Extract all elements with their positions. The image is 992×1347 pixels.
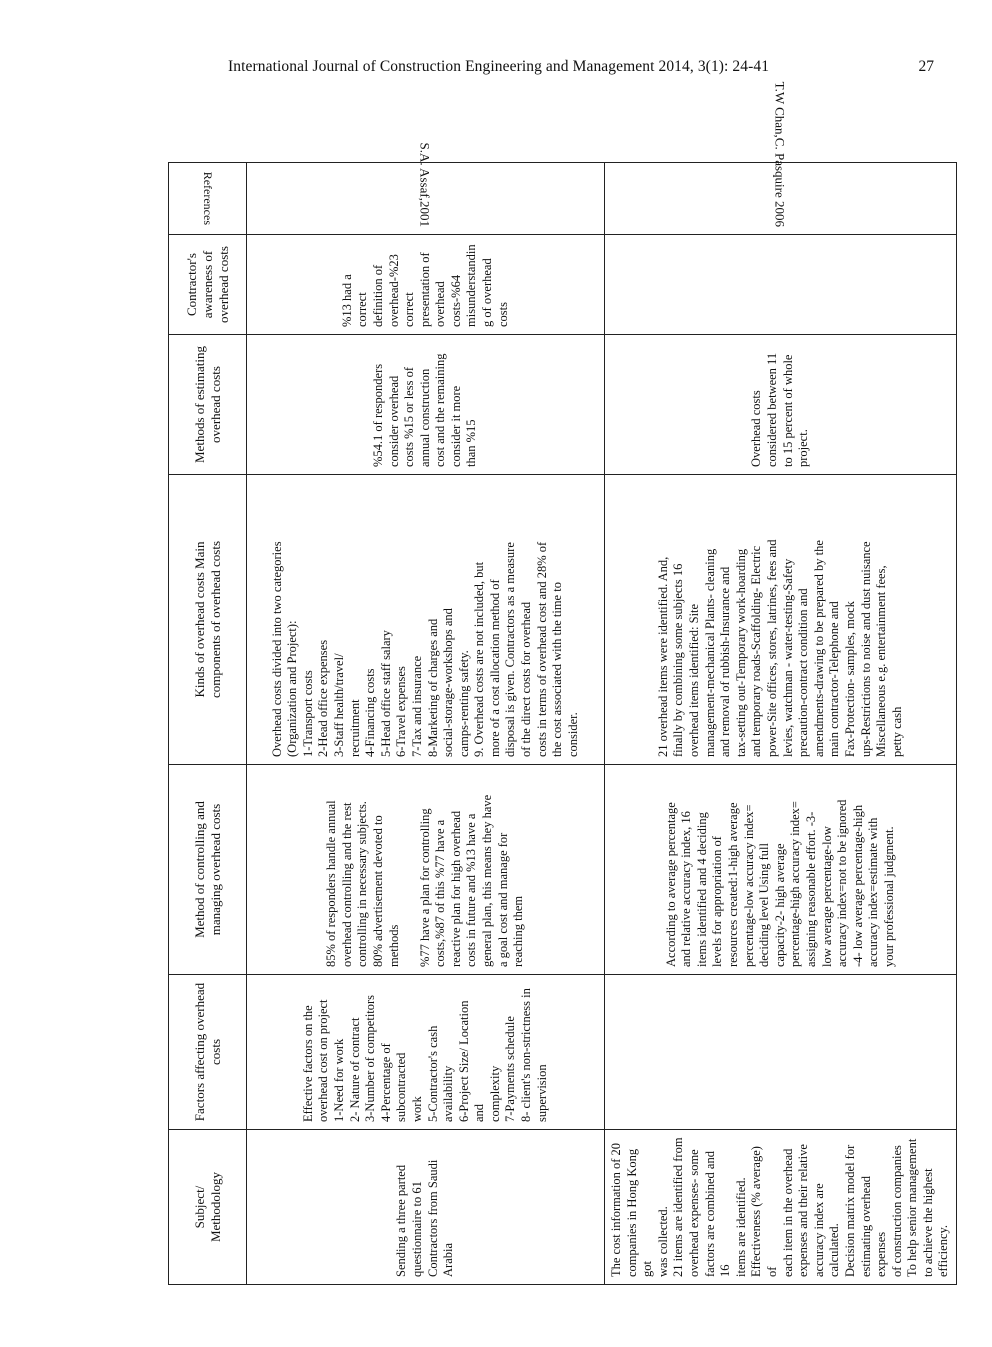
header-factors: Factors affecting overhead costs: [169, 975, 247, 1130]
cell-method-control: 85% of responders handle annual overhead controlling and the rest controlling in necessary subjects. 80% advertisement devoted to methods %77 have a plan for controlling costs,%87 of this %77 have a reactive plan for high overhead costs in future and %13 have a general plan, this means they have a goal cost and manage for reaching them: [247, 765, 605, 975]
cell-kinds: Overhead costs divided into two categories (Organization and Project): 1-Transport costs 2-Head office expenses 3-Staff health/travel/ recruitment 4-Financing costs 5-Head office staff salary 6-Travel expenses 7-Tax and insurance 8-Marketing of charges and social-storage-workshops and camps-renting safety. 9. Overhead costs are not included, but more of a cost allocation method of disposal is given. Contractors as a measure of the direct costs for overhead costs in terms of overhead cost and 28% of the cost associated with the time to consider.: [247, 475, 605, 765]
reference-text: T.W Chan,C. Pasquire 2006: [772, 81, 788, 227]
header-method-control: Method of controlling and managing overhead costs: [169, 765, 247, 975]
page-header: [0, 58, 992, 82]
table-header-row: [169, 163, 247, 1285]
header-references: [169, 163, 247, 235]
header-kinds: Kinds of overhead costs Main components of overhead costs: [169, 475, 247, 765]
table-row: [247, 163, 605, 1285]
rotated-table-wrapper: [168, 81, 951, 1285]
cell-subject: Sending a three parted questionnaire to 61 Contractors from Saudi Arabia: [247, 1130, 605, 1285]
header-awareness: Contractor's awareness of overhead costs: [169, 235, 247, 335]
header-subject: Subject/ Methodology: [169, 1130, 247, 1285]
cell-estimating: Overhead costs considered between 11 to 15 percent of whole project.: [605, 335, 957, 475]
journal-citation: International Journal of Construction Engineering and Management 2014, 3(1): 24-41: [228, 58, 770, 75]
header-estimating: Methods of estimating overhead costs: [169, 335, 247, 475]
header-references-label: References: [200, 171, 215, 226]
cell-factors: Effective factors on the overhead cost on project 1-Need for work 2- Nature of contract 3-Number of competitors 4-Percentage of subcontracted work 5-Contractor's cash availability 6-Project Size/ Location and complexity 7-Payments schedule 8- client's non-strictness in supervision: [247, 975, 605, 1130]
cell-kinds: 21 overhead items were identified. And, finally by combining some subjects 16 overhead items identified: Site management-mechanical Plants- cleaning and removal of rubbish-Insurance and tax-setting out-Temporary work-hoarding and temporary roads-Scaffolding- Electric power-Site offices, stores, latrines, fees and levies, watchman - water-testing-Safety precaution-contract condition and amendments-drawing to be prepared by the main contractor-Telephone and Fax-Protection- samples, mock ups-Restrictions to noise and dust nuisance Miscellaneous e.g. entertainment fees, petty cash: [605, 475, 957, 765]
reference-text: S.A. Assaf,2001: [417, 142, 433, 227]
cell-reference: [605, 81, 957, 235]
cell-method-control: According to average percentage and relative accuracy index, 16 items identified and 4 deciding levels for appropriation of resources created:1-high average percentage-low accuracy index= deciding level Using full capacity-2- high average percentage-high accuracy index= assigning reasonable effort. -3- low average percentage-low accuracy index=not to be ignored -4- low average percentage-high accuracy index=estimate with your professional judgment.: [605, 765, 957, 975]
cell-subject: The cost information of 20 companies in Hong Kong got was collected. 21 items are identified from overhead expenses- some factors are combined and 16 items are identified. Effectiveness (% average) of each item in the overhead expenses and their relative accuracy index are calculated. Decision matrix model for estimating overhead expenses of construction companies To help senior management to achieve the highest efficiency.: [605, 1130, 957, 1285]
cell-estimating: %54.1 of responders consider overhead costs %15 or less of annual construction cost and the remaining consider it more than %15: [247, 335, 605, 475]
cell-awareness: %13 had a correct definition of overhead-%23 correct presentation of overhead costs-%64 misunderstandin g of overhead costs: [247, 235, 605, 335]
cell-reference: [247, 142, 605, 235]
cell-awareness: [605, 235, 957, 335]
table-row: [605, 163, 957, 1285]
cell-factors: [605, 975, 957, 1130]
landscape-table-page: [168, 81, 951, 1285]
page-number: 27: [918, 58, 934, 75]
overhead-costs-table: [168, 81, 957, 1285]
